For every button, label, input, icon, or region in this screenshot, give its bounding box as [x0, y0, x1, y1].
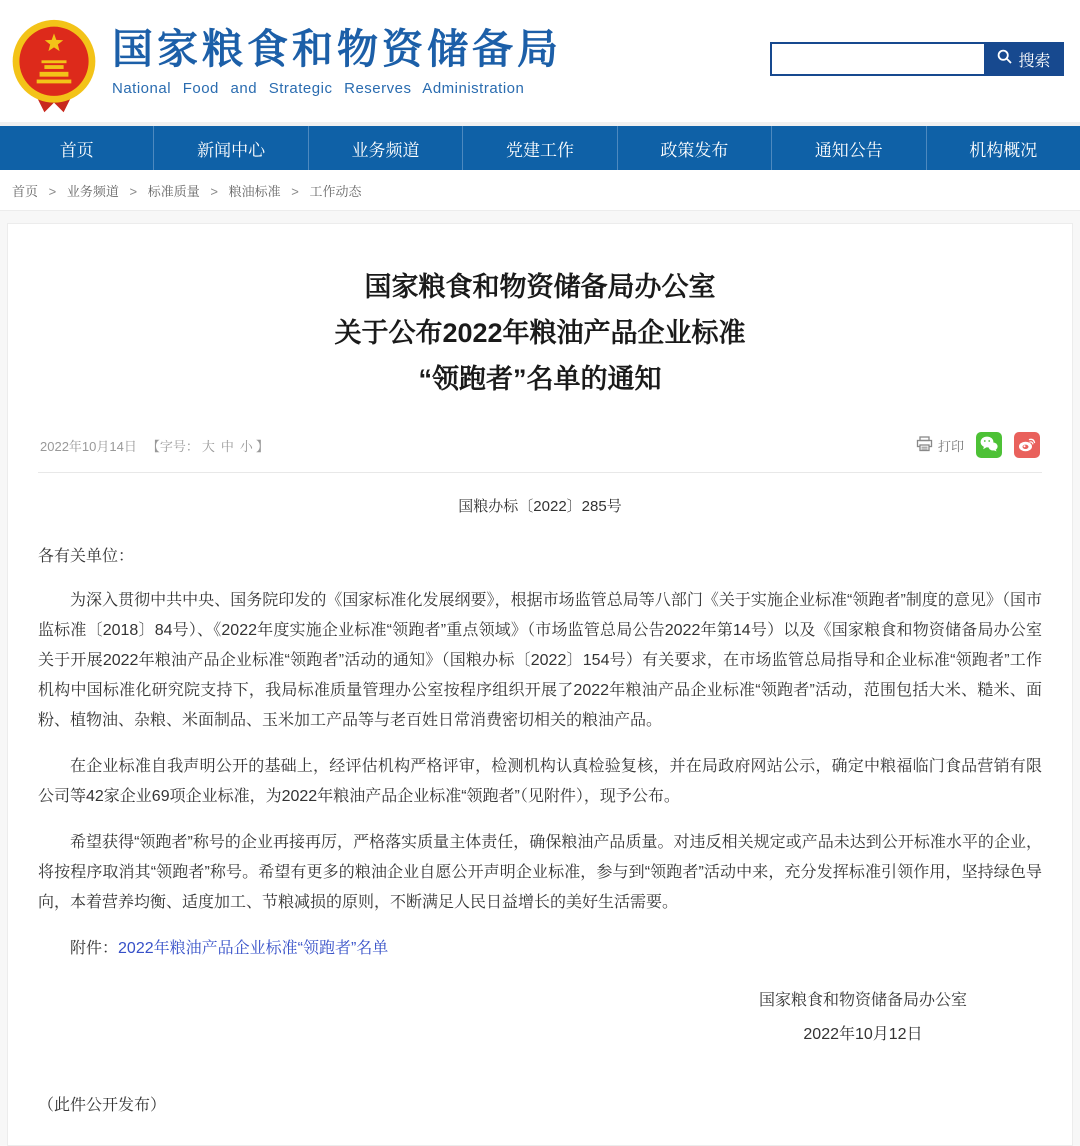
- document-number: 国粮办标〔2022〕285号: [458, 498, 622, 515]
- breadcrumb: [0, 170, 1080, 211]
- printer-icon: [916, 436, 933, 455]
- paragraph-1: 为深入贯彻中共中央、国务院印发的《国家标准化发展纲要》，根据市场监管总局等八部门《关于实施企业标准“领跑者”制度的意见》（国市监标准〔2018〕84号）、《2022年度实施企业标准“领跑者”重点领域》（市场监管总局公告2022年第14号）以及《国家粮食和物资储备局办公室关于开展2022年粮油产品企业标准“领跑者”活动的通知》（国粮办标〔2022〕154号）有关要求，在市场监管总局指导和企业标准“领跑者”工作机构中国标准化研究院支持下，我局标准质量管理办公室按程序组织开展了2022年粮油产品企业标准“领跑者”活动，范围包括大米、糙米、面粉、植物油、杂粮、米面制品、玉米加工产品等与老百姓日常消费密切相关的粮油产品。: [38, 592, 1042, 729]
- signature-org: 国家粮食和物资储备局办公室: [758, 992, 967, 1009]
- font-size-small[interactable]: 小: [239, 438, 253, 454]
- nav-item-home[interactable]: 首页: [59, 140, 94, 160]
- font-size-control: [147, 436, 269, 455]
- signature-date: 2022年10月12日: [803, 1026, 923, 1043]
- site-subtitle: National Food and Strategic Reserves Administration: [112, 80, 525, 97]
- article-title: [38, 264, 1042, 402]
- article-meta-row: [38, 426, 1042, 473]
- share-weibo-button[interactable]: [1014, 432, 1040, 458]
- search-button[interactable]: [984, 42, 1064, 76]
- site-title: 国家粮食和物资储备局: [112, 26, 562, 72]
- font-size-medium[interactable]: 中: [220, 438, 234, 454]
- breadcrumb-separator: >: [291, 184, 299, 199]
- search-button-label: 搜索: [1018, 52, 1051, 70]
- nav-item-policy[interactable]: 政策发布: [617, 126, 771, 170]
- national-emblem-logo: [10, 18, 98, 123]
- article-title-line2: 关于公布2022年粮油产品企业标准: [334, 318, 746, 348]
- public-release-note: （此件公开发布）: [38, 1097, 167, 1114]
- print-button[interactable]: [916, 436, 964, 455]
- breadcrumb-separator: >: [48, 184, 57, 199]
- weibo-icon: [1017, 435, 1037, 456]
- search-input[interactable]: [770, 42, 984, 76]
- nav-item-notice[interactable]: 通知公告: [771, 126, 925, 170]
- attachment-label: 附件：: [70, 940, 119, 957]
- breadcrumb-business[interactable]: 业务频道: [66, 184, 119, 199]
- nav-item-party[interactable]: 党建工作: [462, 126, 616, 170]
- font-size-large[interactable]: 大: [201, 438, 215, 454]
- nav-item-news[interactable]: 新闻中心: [153, 126, 307, 170]
- site-header: [0, 0, 1080, 126]
- breadcrumb-separator: >: [210, 184, 218, 199]
- breadcrumb-grainoil[interactable]: 粮油标准: [228, 184, 281, 199]
- site-search: [770, 42, 1064, 76]
- share-wechat-button[interactable]: [976, 432, 1002, 458]
- nav-item-org[interactable]: 机构概况: [926, 126, 1080, 170]
- main-nav: [0, 126, 1080, 170]
- attachment-line: [38, 934, 1042, 964]
- attachment-link[interactable]: 2022年粮油产品企业标准“领跑者”名单: [118, 940, 389, 957]
- article-title-line3: “领跑者”名单的通知: [418, 364, 662, 394]
- breadcrumb-worknews[interactable]: 工作动态: [309, 184, 362, 199]
- publish-date: 2022年10月14日: [40, 438, 137, 454]
- article-title-line1: 国家粮食和物资储备局办公室: [364, 272, 716, 302]
- search-icon: [997, 49, 1012, 69]
- signature-block: [38, 984, 967, 1052]
- print-label: 打印: [937, 438, 964, 454]
- font-size-suffix: 】: [255, 438, 269, 454]
- breadcrumb-home[interactable]: 首页: [12, 184, 39, 199]
- paragraph-3: 希望获得“领跑者”称号的企业再接再厉，严格落实质量主体责任，确保粮油产品质量。对违反相关规定或产品未达到公开标准水平的企业，将按程序取消其“领跑者”称号。希望有更多的粮油企业自愿公开声明企业标准，参与到“领跑者”活动中来，充分发挥标准引领作用，坚持绿色导向，本着营养均衡、适度加工、节粮减损的原则，不断满足人民日益增长的美好生活需要。: [38, 834, 1042, 911]
- wechat-icon: [979, 435, 999, 456]
- font-size-prefix: 【字号：: [146, 438, 199, 454]
- paragraph-2: 在企业标准自我声明公开的基础上，经评估机构严格评审，检测机构认真检验复核，并在局政府网站公示，确定中粮福临门食品营销有限公司等42家企业69项企业标准，为2022年粮油产品企业标准“领跑者”（见附件），现予公布。: [38, 758, 1042, 805]
- breadcrumb-standards[interactable]: 标准质量: [147, 184, 200, 199]
- article-content: [7, 223, 1073, 1146]
- salutation: 各有关单位：: [38, 548, 135, 565]
- nav-item-business[interactable]: 业务频道: [308, 126, 462, 170]
- breadcrumb-separator: >: [129, 184, 138, 199]
